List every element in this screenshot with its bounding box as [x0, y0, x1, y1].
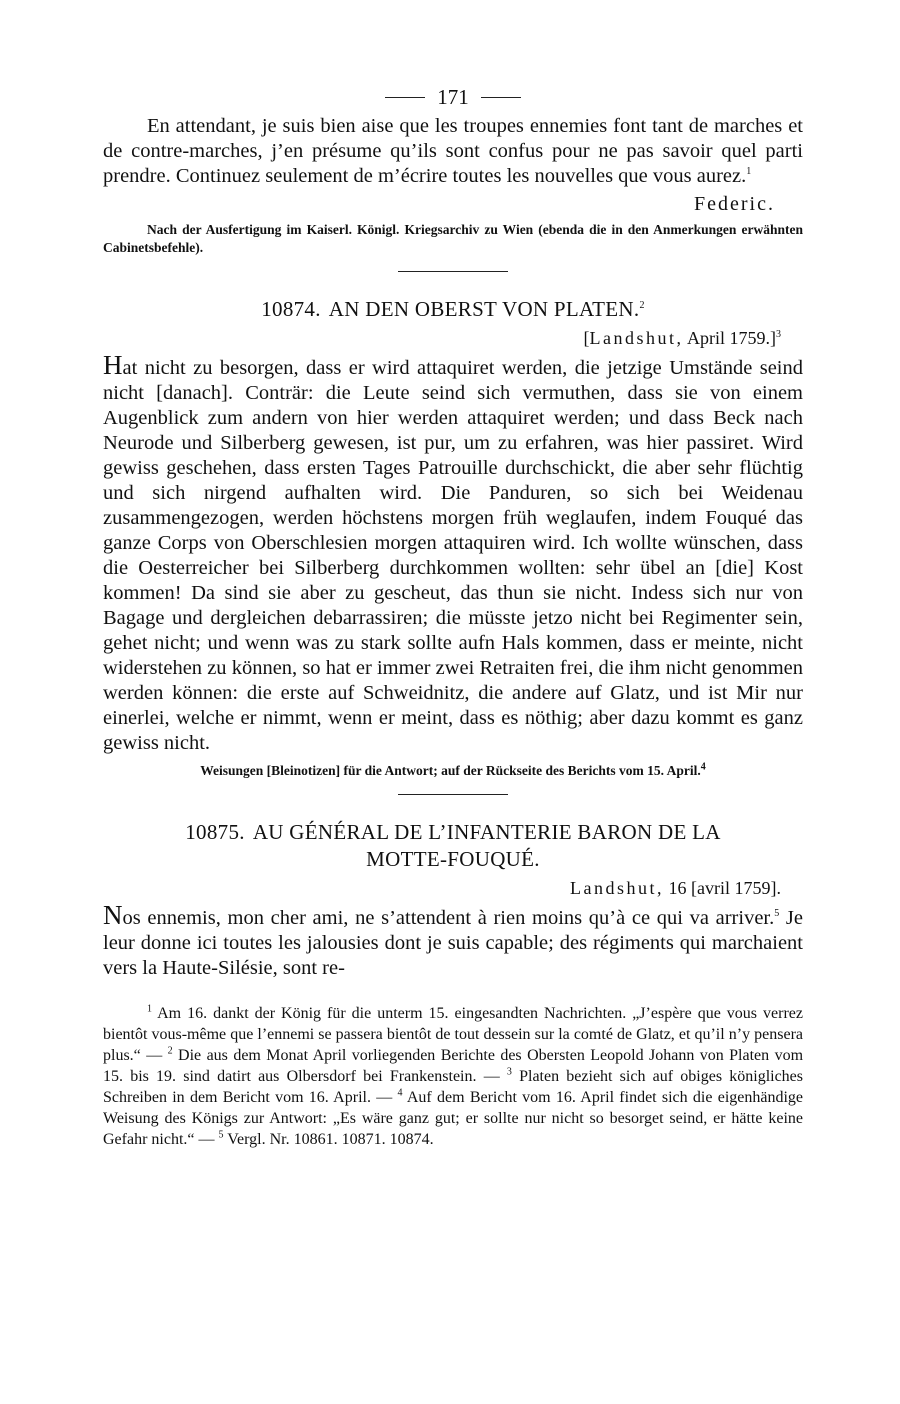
letter-title-line-2: MOTTE-FOUQUÉ. — [366, 847, 540, 871]
dateline-place: Landshut, — [589, 328, 684, 348]
drop-cap: N — [103, 900, 123, 930]
date-bracket-close: ] — [770, 328, 776, 348]
footnote-text: Am 16. dankt der König für die unterm 15. eingesandten Nachrichten. „J’espère que vous verrez bientôt vous-même que l’ennemi se passera bientôt de tout dessein sur la comté de Glatz, et qu’il n’y pensera plus.“ — — [103, 1005, 803, 1064]
letter-number: 10874. — [261, 297, 321, 321]
footnote-text: Die aus dem Monat April vorliegenden Berichte des Obersten Leopold Johann von Platen vom 15. bis 19. sind datirt aus Olbersdorf bei Frankenstein. — — [103, 1047, 804, 1085]
header-dash-right — [481, 97, 521, 98]
orders-note — [103, 762, 803, 780]
dateline-date: 16 [avril 1759]. — [668, 878, 781, 898]
letter-heading-10874 — [103, 296, 803, 323]
section-divider — [398, 794, 508, 795]
letter-closing-paragraph — [103, 114, 803, 189]
letter-body-text: at nicht zu besorgen, dass er wird attaquiret werden, die jetzige Umstände seind nicht [danach]. Conträr: die Leute seind sich vermuthen, dass sie von einem Augenblick zum andern von hier werden attaquiret werden; und dass Beck nach Neurode und Silberberg gewesen, ist pur, um zu erfahren, was hier passiret. Wird gewiss geschehen, dass ersten Tages Patrouille durchschickt, die aber sehr flüchtig und sich nirgend aufhalten wird. Die Panduren, so sich bei Weidenau zusammengezogen, werden höchstens morgen früh weglaufen, indem Fouqué das ganze Corps von Oberschlesien morgen attaquiren wird. Ich wollte wünschen, dass die Oesterreicher bei Silberberg durchkommen wollten: sehr übel an [die] Kost kommen! Da sind sie aber zu gescheut, das thun sie nicht. Indess sich nur von Bagage und dergleichen debarrassiren; die müsste jetzo nicht bei Regimenter sein, gehet nicht; und wenn was zu stark sollte aufn Hals kommen, dass er meinte, nicht widerstehen zu können, so hat er immer zwei Retraiten frei, die ihm nicht genommen werden können: die erste auf Schweidnitz, die andere auf Glatz, und ist Mir nur einerlei, welche er nimmt, wenn er meint, dass es nöthig; aber dazu kommt es ganz gewiss nicht. — [103, 357, 803, 754]
source-note: Nach der Ausfertigung im Kaiserl. Königl. Kriegsarchiv zu Wien (ebenda die in den Anmerkungen erwähnten Cabinetsbefehle). — [103, 222, 803, 255]
header-dash-left — [385, 97, 425, 98]
letter-body-text-continued: Je leur donne ici toutes les jalousies dont je suis capable; des régiments qui marchaient vers la Haute-Silésie, sont re- — [103, 907, 803, 979]
page-header — [103, 80, 803, 114]
footnote-marker: 5 — [218, 1129, 224, 1141]
book-page — [103, 80, 803, 1150]
date-bracket-open: [ — [583, 328, 590, 348]
dateline-place: Landshut, — [570, 878, 665, 898]
footnote-text: Platen bezieht sich auf obiges königliches Schreiben in dem Bericht vom 16. April. — — [103, 1068, 804, 1106]
footnote-marker: 4 — [397, 1087, 403, 1099]
footnote-ref-5: 5 — [774, 908, 780, 920]
footnote-marker: 1 — [147, 1003, 152, 1015]
footnote-ref-2: 2 — [639, 300, 645, 311]
footnote-marker: 3 — [506, 1066, 512, 1078]
footnote-ref-1: 1 — [746, 166, 752, 178]
footnote-text: Auf dem Bericht vom 16. April findet sich die eigenhändige Weisung des Königs zur Antwort: „Es wäre ganz gut; er sollte nur nicht so besorget seind, er hätte keine Gefahr nicht.“ — — [103, 1089, 804, 1148]
footnote-ref-4: 4 — [700, 761, 706, 773]
signature: Federic. — [694, 193, 775, 215]
footnote-text: Vergl. Nr. 10861. 10871. 10874. — [227, 1131, 434, 1148]
letter-heading-10875 — [103, 819, 803, 846]
closing-paragraph-text: En attendant, je suis bien aise que les troupes ennemies font tant de marches et de contre-marches, j’en présume qu’ils sont confus pour ne pas savoir quel parti prendre. Continuez seulement de m’écrire toutes les nouvelles que vous aurez. — [103, 115, 803, 187]
drop-cap: H — [103, 350, 123, 380]
orders-note-text: Weisungen [Bleinotizen] für die Antwort; auf der Rückseite des Berichts vom 15. April. — [200, 763, 701, 778]
letter-body-10874 — [103, 350, 803, 756]
letter-title: AN DEN OBERST VON PLATEN. — [328, 297, 640, 321]
letter-body-text: os ennemis, mon cher ami, ne s’attendent à rien moins qu’à ce qui va arriver. — [122, 907, 775, 929]
footnotes — [103, 1003, 803, 1150]
letter-title-line-1: AU GÉNÉRAL DE L’INFANTERIE BARON DE LA — [252, 820, 721, 844]
dateline — [103, 875, 803, 901]
dateline — [103, 325, 803, 351]
footnote-marker: 2 — [167, 1045, 173, 1057]
letter-body-10875 — [103, 900, 803, 981]
section-divider — [398, 271, 508, 272]
letter-number: 10875. — [185, 820, 245, 844]
dateline-date: April 1759. — [687, 328, 770, 348]
page-number: 171 — [437, 85, 469, 109]
footnote-block — [103, 1003, 803, 1150]
footnote-ref-3: 3 — [776, 329, 781, 340]
